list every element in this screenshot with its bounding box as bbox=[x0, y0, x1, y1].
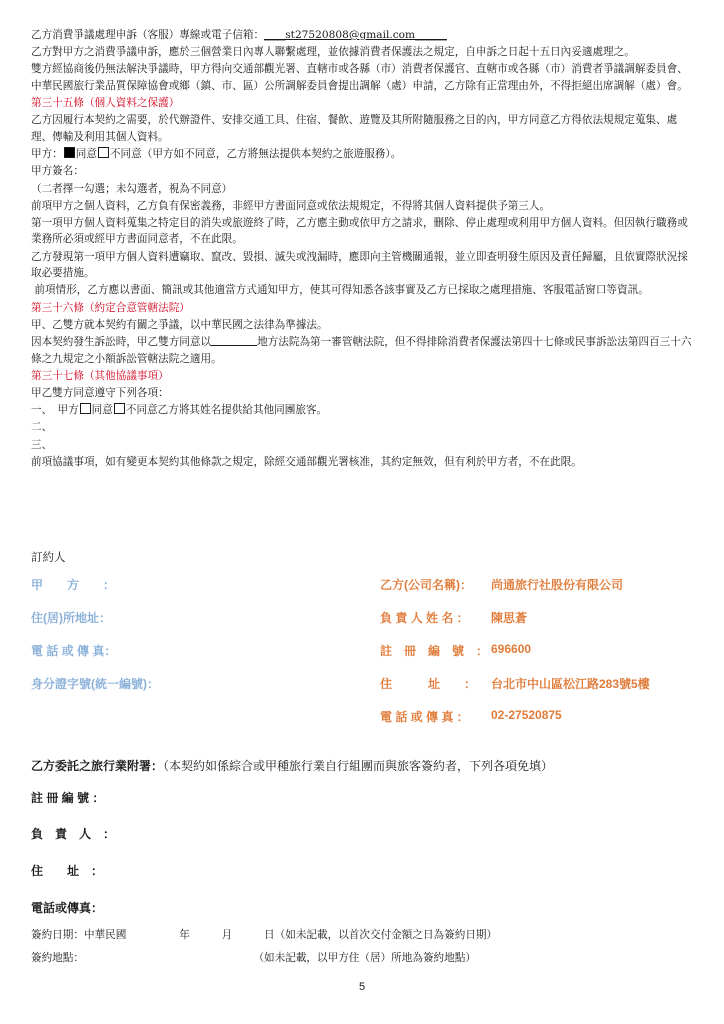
signing-place: 簽約地點： （如未記載，以甲方住（居）所地為簽約地點） bbox=[31, 952, 476, 964]
paragraph: 前項協議事項，如有變更本契約其他條款之規定，除經交通部觀光署核准，其約定無效，但有利於甲方者，不在此限。 bbox=[31, 455, 582, 468]
name-agree-checkbox[interactable] bbox=[80, 403, 91, 414]
agree-label: 同意 bbox=[75, 148, 97, 161]
article-35-heading: 第三十五條（個人資料之保護） bbox=[31, 97, 180, 110]
signatory-grid bbox=[31, 576, 695, 741]
id-label: 身分證字號(統一編號)： bbox=[31, 677, 159, 691]
page-number: 5 bbox=[358, 981, 366, 993]
signatory-header: 訂約人 bbox=[31, 552, 66, 564]
paragraph: 第一項甲方個人資料蒐集之特定目的消失或旅遊終了時，乙方應主動或依甲方之請求，刪除、停止處理或利用甲方個人資料。但因執行職務或業務所必須或經甲方書面同意者，不在此限。 bbox=[31, 216, 688, 246]
item-3: 三、 bbox=[31, 438, 53, 451]
court-blank[interactable] bbox=[211, 335, 257, 346]
signature-line: 甲方簽名： bbox=[31, 165, 84, 178]
party-a-label: 甲 方 ： bbox=[31, 578, 116, 592]
party-b-value: 尚通旅行社股份有限公司 bbox=[491, 578, 624, 592]
registration-label: 註 冊 編 號 ： bbox=[380, 644, 489, 658]
agree-checkbox[interactable] bbox=[64, 147, 75, 158]
complaint-label: 乙方消費爭議處理申訴（客服）專線或電子信箱： bbox=[31, 29, 265, 41]
disagree-checkbox[interactable] bbox=[98, 147, 109, 158]
owner-value: 陳思蒼 bbox=[491, 611, 528, 625]
paragraph: 乙方因履行本契約之需要，於代辦證件、安排交通工具、住宿、餐飲、遊覽及其所附隨服務之目的內，甲方同意乙方得依法規規定蒐集、處理、傳輸及利用其個人資料。 bbox=[31, 114, 678, 143]
signatory-row bbox=[31, 708, 695, 741]
contract-clauses bbox=[31, 27, 695, 471]
agent-phone-label: 電話或傳真： bbox=[31, 901, 104, 915]
company-address-label: 住 址 ： bbox=[380, 677, 477, 691]
agent-title-note: （本契約如係綜合或甲種旅行業自行組團而與旅客簽約者，下列各項免填） bbox=[163, 759, 554, 773]
company-phone-value: 02-27520875 bbox=[491, 708, 562, 722]
item-2: 二、 bbox=[31, 421, 53, 434]
paragraph: 前項情形，乙方應以書面、簡訊或其他適當方式通知甲方，使其可得知悉各該事實及乙方已採取之處理措施、客服電話窗口等資訊。 bbox=[34, 284, 649, 297]
signing-date: 簽約日期：中華民國 年 月 日（如未記載，以首次交付金額之日為簽約日期） bbox=[31, 929, 498, 941]
paragraph: 因本契約發生訴訟時，甲乙雙方同意以 地方法院為第一審管轄法院，但不得排除消費者保護法第四十七條或民事訴訟法第四百三十六條之九規定之小額訴訟管轄法院之適用。 bbox=[31, 336, 692, 365]
phone-label: 電 話 或 傳 真： bbox=[31, 644, 117, 658]
agent-title: 乙方委託之旅行業附署：（本契約如係綜合或甲種旅行業自行組團而與旅客簽約者，下列各項免填） bbox=[31, 759, 554, 773]
signatory-row bbox=[31, 576, 695, 609]
address-label: 住(居)所地址： bbox=[31, 611, 111, 625]
registration-value: 696600 bbox=[491, 642, 532, 656]
company-phone-label: 電 話 或 傳 真 ： bbox=[380, 710, 469, 724]
complaint-line bbox=[31, 27, 695, 44]
signatory-row bbox=[31, 642, 695, 675]
paragraph: 雙方經協商後仍無法解決爭議時，甲方得向交通部觀光署、直轄市或各縣（市）消費者保護官、直轄市或各縣（市）消費者爭議調解委員會、中華民國旅行業品質保障協會或鄉（鎮、市、區）公所調解委員會提出調解（處）申請，乙方除有正當理由外，不得拒絕出席調解（處）會。 bbox=[31, 63, 688, 92]
company-address-value: 台北市中山區松江路283號5樓 bbox=[491, 677, 650, 691]
paragraph: 前項甲方之個人資料，乙方負有保密義務，非經甲方書面同意或依法規規定，不得將其個人資料提供予第三人。 bbox=[31, 199, 551, 212]
signatory-row bbox=[31, 609, 695, 642]
party-b-label: 乙方(公司名稱)： bbox=[380, 578, 472, 592]
complaint-email[interactable]: ____st27520808@gmail.com______ bbox=[264, 29, 447, 41]
agent-section bbox=[31, 757, 711, 915]
consent-prefix: 甲方： bbox=[31, 148, 63, 161]
signatory-section bbox=[31, 549, 695, 724]
paragraph: 甲、乙雙方就本契約有關之爭議，以中華民國之法律為準據法。 bbox=[31, 318, 328, 331]
agent-registration-label: 註 冊 編 號 ： bbox=[31, 791, 105, 805]
paragraph: 甲乙雙方同意遵守下列各項： bbox=[31, 386, 169, 399]
owner-label: 負 責 人 姓 名 ： bbox=[380, 611, 469, 625]
paragraph: 乙方發現第一項甲方個人資料遭竊取、竄改、毀損、滅失或洩漏時，應即向主管機關通報，並立即查明發生原因及責任歸屬，且依實際狀況採取必要措施。 bbox=[31, 250, 688, 280]
name-disagree-checkbox[interactable] bbox=[114, 403, 125, 414]
agent-address-label: 住 址 ： bbox=[31, 864, 104, 878]
consent-line bbox=[31, 146, 695, 163]
agent-owner-label: 負 責 人 ： bbox=[31, 827, 116, 841]
signatory-row bbox=[31, 675, 695, 708]
paragraph: 乙方對甲方之消費爭議申訴，應於三個營業日內專人聯繫處理，並依據消費者保護法之規定，自申訴之日起十五日內妥適處理之。 bbox=[31, 46, 635, 59]
item-1: 一、 甲方 同意 不同意乙方將其姓名提供給其他同團旅客。 bbox=[31, 404, 328, 417]
selection-note: （二者擇一勾選；未勾選者，視為不同意） bbox=[31, 182, 233, 195]
article-36-heading: 第三十六條（約定合意管轄法院） bbox=[31, 301, 190, 314]
article-37-heading: 第三十七條（其他協議事項） bbox=[31, 369, 169, 382]
disagree-label: 不同意（甲方如不同意，乙方將無法提供本契約之旅遊服務）。 bbox=[109, 148, 402, 161]
